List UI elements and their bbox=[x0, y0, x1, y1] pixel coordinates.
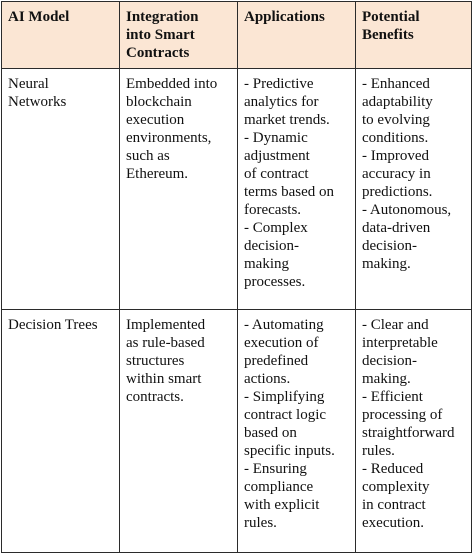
cell-text-line: - Predictive bbox=[244, 76, 314, 92]
ai-models-table bbox=[1, 1, 472, 553]
cell-text-line: accuracy in bbox=[362, 166, 431, 182]
cell-text-line: predefined bbox=[244, 353, 309, 369]
cell-text-line: Potential bbox=[362, 9, 420, 25]
cell-text-line: into Smart bbox=[126, 27, 195, 43]
header-integration bbox=[120, 2, 238, 69]
cell-text-line: - Reduced bbox=[362, 461, 424, 477]
cell-text-line: - Complex bbox=[244, 220, 308, 236]
cell-text-line: execution bbox=[126, 112, 185, 128]
cell-text-line: Applications bbox=[244, 9, 325, 25]
cell-text-line: Neural bbox=[8, 76, 49, 92]
header-potential-benefits bbox=[356, 2, 472, 69]
cell-text-line: to evolving bbox=[362, 112, 430, 128]
header-applications bbox=[238, 2, 356, 69]
cell-text-line: contract logic bbox=[244, 407, 327, 423]
cell-text-line: making. bbox=[362, 256, 411, 272]
header-row bbox=[2, 2, 472, 69]
cell-text-line: Decision Trees bbox=[8, 317, 98, 333]
table-header bbox=[2, 2, 472, 69]
cell-text-line: structures bbox=[126, 353, 185, 369]
cell-text-line: adaptability bbox=[362, 94, 433, 110]
cell-text-line: - Enhanced bbox=[362, 76, 430, 92]
cell-text-line: - Automating bbox=[244, 317, 324, 333]
cell-text-line: rules. bbox=[362, 443, 395, 459]
cell-text-line: as rule-based bbox=[126, 335, 205, 351]
cell-text-line: of contract bbox=[244, 166, 309, 182]
cell-integration bbox=[120, 310, 238, 553]
cell-text-line: execution of bbox=[244, 335, 319, 351]
cell-benefits bbox=[356, 69, 472, 310]
table-body bbox=[2, 69, 472, 553]
cell-model bbox=[2, 69, 120, 310]
cell-text-line: Implemented bbox=[126, 317, 206, 333]
cell-text-line: predictions. bbox=[362, 184, 433, 200]
cell-integration bbox=[120, 69, 238, 310]
cell-applications bbox=[238, 69, 356, 310]
cell-text-line: based on bbox=[244, 425, 297, 441]
table-row bbox=[2, 69, 472, 310]
cell-text-line: specific inputs. bbox=[244, 443, 335, 459]
cell-text-line: Embedded into bbox=[126, 76, 218, 92]
cell-text-line: contracts. bbox=[126, 389, 184, 405]
cell-text-line: - Efficient bbox=[362, 389, 423, 405]
cell-text-line: rules. bbox=[244, 515, 277, 531]
cell-text-line: in contract bbox=[362, 497, 426, 513]
cell-text-line: decision- bbox=[362, 238, 417, 254]
cell-text-line: conditions. bbox=[362, 130, 429, 146]
cell-text-line: Integration bbox=[126, 9, 199, 25]
cell-applications bbox=[238, 310, 356, 553]
cell-model bbox=[2, 310, 120, 553]
cell-text-line: complexity bbox=[362, 479, 430, 495]
cell-text-line: straightforward bbox=[362, 425, 455, 441]
cell-text-line: - Ensuring bbox=[244, 461, 307, 477]
cell-text-line: Benefits bbox=[362, 27, 414, 43]
table-row bbox=[2, 310, 472, 553]
cell-text-line: Networks bbox=[8, 94, 67, 110]
cell-text-line: decision- bbox=[362, 353, 417, 369]
cell-text-line: actions. bbox=[244, 371, 291, 387]
cell-text-line: making bbox=[244, 256, 289, 272]
cell-text-line: market trends. bbox=[244, 112, 330, 128]
cell-text-line: adjustment bbox=[244, 148, 310, 164]
cell-text-line: - Improved bbox=[362, 148, 430, 164]
cell-text-line: processes. bbox=[244, 274, 306, 290]
cell-text-line: environments, bbox=[126, 130, 212, 146]
header-ai-model bbox=[2, 2, 120, 69]
cell-text-line: - Clear and bbox=[362, 317, 429, 333]
cell-text-line: within smart bbox=[126, 371, 202, 387]
cell-text-line: compliance bbox=[244, 479, 314, 495]
cell-text-line: processing of bbox=[362, 407, 443, 423]
cell-text-line: - Autonomous, bbox=[362, 202, 452, 218]
cell-text-line: making. bbox=[362, 371, 411, 387]
cell-text-line: blockchain bbox=[126, 94, 192, 110]
cell-text-line: forecasts. bbox=[244, 202, 302, 218]
cell-text-line: data-driven bbox=[362, 220, 431, 236]
cell-text-line: Ethereum. bbox=[126, 166, 189, 182]
cell-text-line: AI Model bbox=[8, 9, 70, 25]
cell-text-line: Contracts bbox=[126, 45, 190, 61]
cell-text-line: interpretable bbox=[362, 335, 438, 351]
cell-text-line: with explicit bbox=[244, 497, 320, 513]
cell-text-line: analytics for bbox=[244, 94, 319, 110]
cell-text-line: decision- bbox=[244, 238, 299, 254]
cell-text-line: such as bbox=[126, 148, 170, 164]
cell-text-line: - Dynamic bbox=[244, 130, 308, 146]
cell-benefits bbox=[356, 310, 472, 553]
cell-text-line: terms based on bbox=[244, 184, 334, 200]
cell-text-line: execution. bbox=[362, 515, 425, 531]
cell-text-line: - Simplifying bbox=[244, 389, 325, 405]
